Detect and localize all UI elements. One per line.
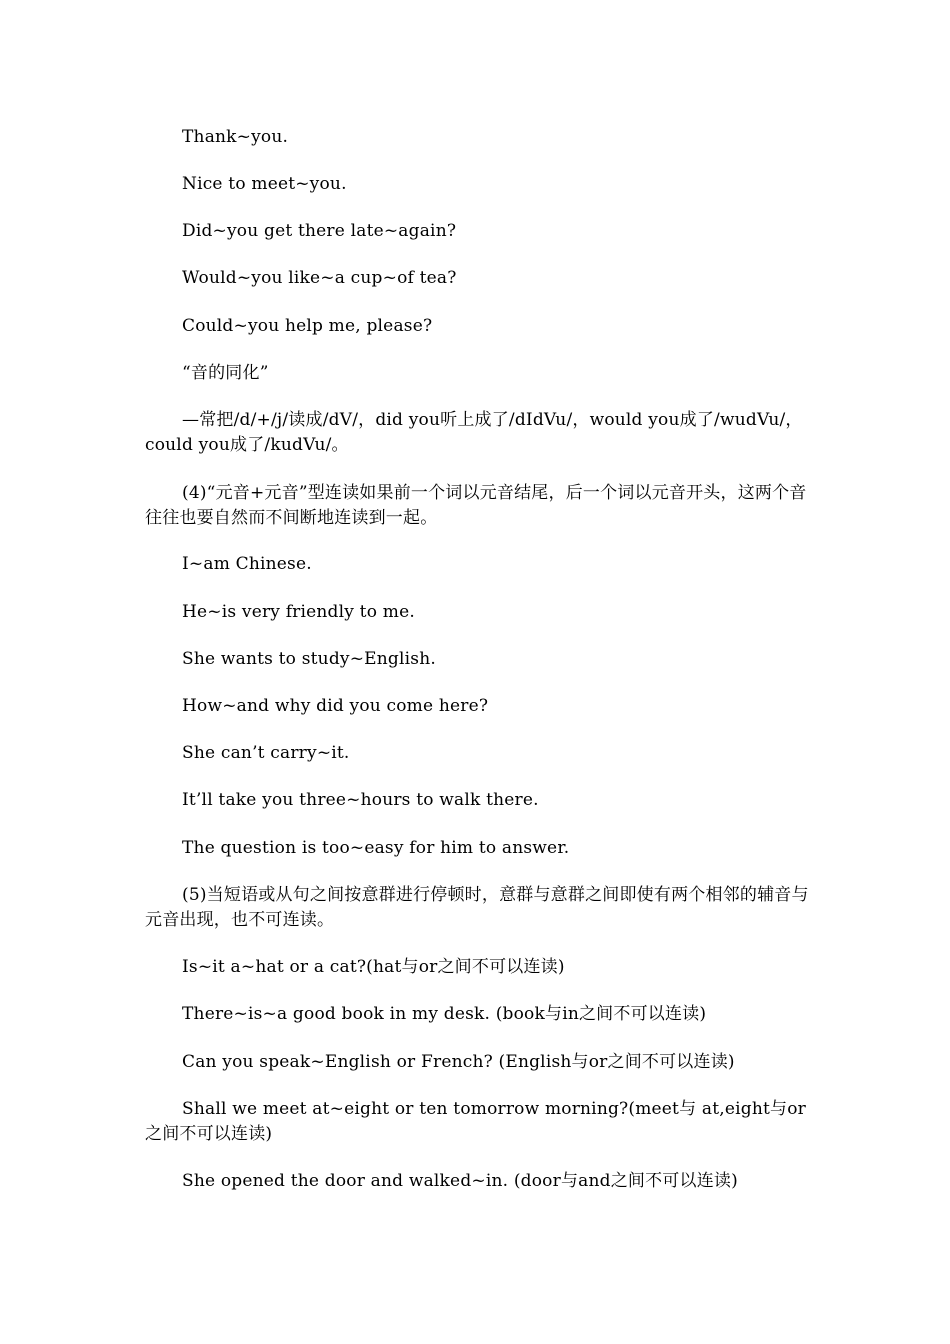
text-line: The question is too~easy for him to answer.: [182, 838, 570, 858]
text-line: There~is~a good book in my desk. (book与in之间不可以连读): [182, 1004, 707, 1024]
text-line: She opened the door and walked~in. (door与and之间不可以连读): [182, 1171, 738, 1191]
text-line: Could~you help me, please?: [182, 316, 433, 336]
text-line: I~am Chinese.: [182, 554, 312, 574]
section-heading: “音的同化”: [182, 363, 269, 383]
text-line: She can’t carry~it.: [182, 743, 350, 763]
text-line: Is~it a~hat or a cat?(hat与or之间不可以连读): [182, 957, 565, 977]
text-paragraph: (4)“元音+元音”型连读如果前一个词以元音结尾，后一个词以元音开头，这两个音往往也要自然而不间断地连读到一起。: [145, 483, 807, 528]
text-line: Can you speak~English or French? (English与or之间不可以连读): [182, 1052, 735, 1072]
text-line: It’ll take you three~hours to walk there.: [182, 790, 539, 810]
text-line: She wants to study~English.: [182, 649, 436, 669]
text-line: Would~you like~a cup~of tea?: [182, 268, 457, 288]
text-line: How~and why did you come here?: [182, 696, 489, 716]
text-line: Nice to meet~you.: [182, 174, 347, 194]
text-line: He~is very friendly to me.: [182, 602, 415, 622]
text-line: Did~you get there late~again?: [182, 221, 457, 241]
text-paragraph: Shall we meet at~eight or ten tomorrow morning?(meet与 at,eight与or之间不可以连读): [145, 1099, 806, 1144]
text-paragraph: (5)当短语或从句之间按意群进行停顿时，意群与意群之间即使有两个相邻的辅音与元音出现，也不可连读。: [145, 885, 809, 930]
text-paragraph: —常把/d/+/j/读成/dV/，did you听上成了/dIdVu/，would you成了/wudVu/，could you成了/kudVu/。: [145, 410, 803, 455]
text-line: Thank~you.: [182, 127, 289, 147]
